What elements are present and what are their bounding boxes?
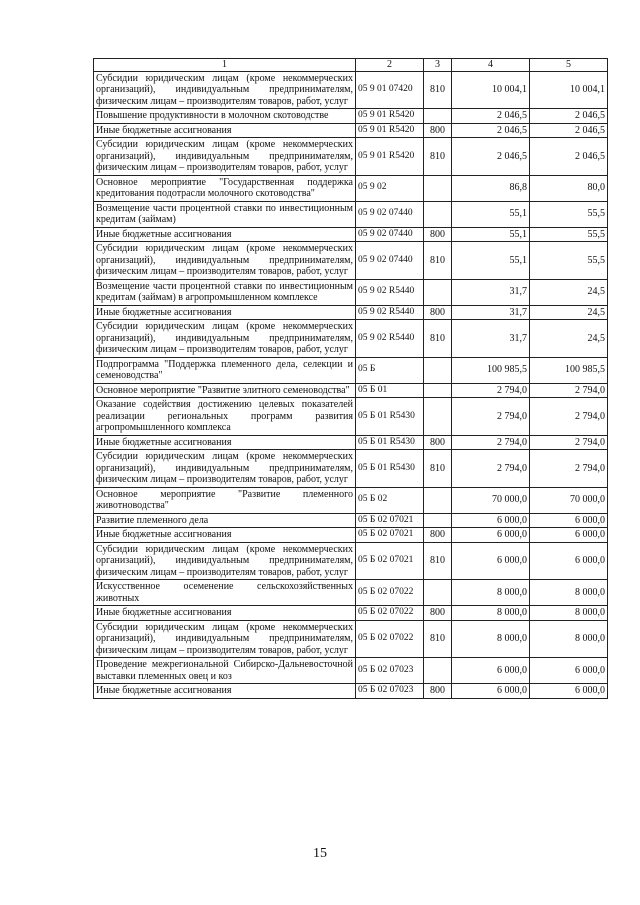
row-value-col4: 6 000,0 <box>452 542 530 580</box>
row-value-col4: 100 985,5 <box>452 357 530 383</box>
row-type-cell: 810 <box>424 542 452 580</box>
row-type-cell <box>424 279 452 305</box>
row-code-cell: 05 9 02 R5440 <box>356 320 424 358</box>
row-type-cell: 810 <box>424 450 452 488</box>
header-col-4: 4 <box>452 59 530 72</box>
row-name-cell: Субсидии юридическим лицам (кроме некоммерческих организаций), индивидуальным предпринимателям, физическим лицам – производителям товаров, работ, услуг <box>94 320 356 358</box>
row-value-col5: 6 000,0 <box>530 528 608 543</box>
row-value-col5: 2 794,0 <box>530 450 608 488</box>
header-col-2: 2 <box>356 59 424 72</box>
row-code-cell: 05 9 02 R5440 <box>356 279 424 305</box>
row-value-col5: 2 794,0 <box>530 435 608 450</box>
row-code-cell: 05 9 02 07440 <box>356 227 424 242</box>
row-code-cell: 05 Б 02 07021 <box>356 513 424 528</box>
table-row <box>94 542 608 580</box>
table-row <box>94 175 608 201</box>
row-code-cell: 05 9 01 R5420 <box>356 123 424 138</box>
table-row <box>94 580 608 606</box>
table-row <box>94 435 608 450</box>
table-header <box>94 59 608 72</box>
row-value-col4: 2 794,0 <box>452 398 530 436</box>
row-code-cell: 05 9 01 07420 <box>356 71 424 109</box>
row-name-cell: Субсидии юридическим лицам (кроме некоммерческих организаций), индивидуальным предпринимателям, физическим лицам – производителям товаров, работ, услуг <box>94 450 356 488</box>
budget-table <box>93 58 608 699</box>
row-type-cell: 800 <box>424 606 452 621</box>
row-name-cell: Субсидии юридическим лицам (кроме некоммерческих организаций), индивидуальным предпринимателям, физическим лицам – производителям товаров, работ, услуг <box>94 71 356 109</box>
row-value-col4: 2 794,0 <box>452 435 530 450</box>
row-value-col4: 55,1 <box>452 201 530 227</box>
row-value-col4: 2 046,5 <box>452 138 530 176</box>
row-code-cell: 05 9 02 R5440 <box>356 305 424 320</box>
header-row <box>94 59 608 72</box>
row-code-cell: 05 Б 01 R5430 <box>356 450 424 488</box>
row-name-cell: Подпрограмма "Поддержка племенного дела, селекции и семеноводства" <box>94 357 356 383</box>
table-row <box>94 201 608 227</box>
row-value-col5: 2 794,0 <box>530 383 608 398</box>
row-code-cell: 05 9 01 R5420 <box>356 109 424 124</box>
row-type-cell <box>424 487 452 513</box>
row-code-cell: 05 Б <box>356 357 424 383</box>
table-row <box>94 320 608 358</box>
table-row <box>94 109 608 124</box>
row-value-col4: 2 794,0 <box>452 383 530 398</box>
row-type-cell: 810 <box>424 320 452 358</box>
row-name-cell: Иные бюджетные ассигнования <box>94 227 356 242</box>
row-type-cell <box>424 658 452 684</box>
row-type-cell: 800 <box>424 684 452 699</box>
row-name-cell: Основное мероприятие "Государственная поддержка кредитования подотрасли молочного скотоводства" <box>94 175 356 201</box>
table-row <box>94 487 608 513</box>
row-value-col4: 10 004,1 <box>452 71 530 109</box>
row-name-cell: Повышение продуктивности в молочном скотоводстве <box>94 109 356 124</box>
table-row <box>94 71 608 109</box>
row-value-col5: 2 046,5 <box>530 123 608 138</box>
row-value-col4: 31,7 <box>452 279 530 305</box>
row-type-cell <box>424 175 452 201</box>
table-body <box>94 71 608 698</box>
row-code-cell: 05 9 02 07440 <box>356 201 424 227</box>
row-type-cell <box>424 201 452 227</box>
row-value-col5: 55,5 <box>530 227 608 242</box>
row-value-col5: 8 000,0 <box>530 620 608 658</box>
row-value-col5: 55,5 <box>530 201 608 227</box>
table-row <box>94 305 608 320</box>
row-type-cell: 810 <box>424 138 452 176</box>
header-col-1: 1 <box>94 59 356 72</box>
row-code-cell: 05 Б 01 R5430 <box>356 398 424 436</box>
row-type-cell <box>424 398 452 436</box>
table-row <box>94 383 608 398</box>
row-code-cell: 05 Б 02 07022 <box>356 606 424 621</box>
row-value-col4: 8 000,0 <box>452 580 530 606</box>
table-row <box>94 138 608 176</box>
row-name-cell: Основное мероприятие "Развитие элитного семеноводства" <box>94 383 356 398</box>
row-value-col4: 2 046,5 <box>452 123 530 138</box>
row-name-cell: Иные бюджетные ассигнования <box>94 305 356 320</box>
row-value-col5: 80,0 <box>530 175 608 201</box>
row-value-col4: 2 046,5 <box>452 109 530 124</box>
row-name-cell: Основное мероприятие "Развитие племенного животноводства" <box>94 487 356 513</box>
row-code-cell: 05 Б 01 R5430 <box>356 435 424 450</box>
row-name-cell: Иные бюджетные ассигнования <box>94 123 356 138</box>
row-value-col5: 8 000,0 <box>530 580 608 606</box>
row-name-cell: Возмещение части процентной ставки по инвестиционным кредитам (займам) в агропромышленном комплексе <box>94 279 356 305</box>
row-value-col4: 86,8 <box>452 175 530 201</box>
row-name-cell: Возмещение части процентной ставки по инвестиционным кредитам (займам) <box>94 201 356 227</box>
table-row <box>94 513 608 528</box>
row-name-cell: Субсидии юридическим лицам (кроме некоммерческих организаций), индивидуальным предпринимателям, физическим лицам – производителям товаров, работ, услуг <box>94 542 356 580</box>
row-type-cell <box>424 580 452 606</box>
row-value-col4: 6 000,0 <box>452 513 530 528</box>
table-row <box>94 658 608 684</box>
row-name-cell: Субсидии юридическим лицам (кроме некоммерческих организаций), индивидуальным предпринимателям, физическим лицам – производителям товаров, работ, услуг <box>94 620 356 658</box>
row-type-cell: 800 <box>424 528 452 543</box>
row-type-cell <box>424 357 452 383</box>
row-code-cell: 05 Б 02 07022 <box>356 620 424 658</box>
row-value-col4: 55,1 <box>452 242 530 280</box>
row-type-cell: 800 <box>424 123 452 138</box>
row-name-cell: Субсидии юридическим лицам (кроме некоммерческих организаций), индивидуальным предпринимателям, физическим лицам – производителям товаров, работ, услуг <box>94 242 356 280</box>
row-value-col5: 100 985,5 <box>530 357 608 383</box>
table-row <box>94 279 608 305</box>
row-type-cell: 810 <box>424 620 452 658</box>
row-value-col5: 6 000,0 <box>530 513 608 528</box>
row-value-col5: 2 046,5 <box>530 138 608 176</box>
row-code-cell: 05 Б 01 <box>356 383 424 398</box>
row-name-cell: Иные бюджетные ассигнования <box>94 684 356 699</box>
row-type-cell: 800 <box>424 227 452 242</box>
row-value-col4: 6 000,0 <box>452 684 530 699</box>
row-value-col5: 6 000,0 <box>530 542 608 580</box>
row-code-cell: 05 9 01 R5420 <box>356 138 424 176</box>
table-row <box>94 620 608 658</box>
row-value-col4: 8 000,0 <box>452 606 530 621</box>
header-col-5: 5 <box>530 59 608 72</box>
row-value-col5: 24,5 <box>530 305 608 320</box>
row-value-col4: 6 000,0 <box>452 528 530 543</box>
header-col-3: 3 <box>424 59 452 72</box>
row-value-col5: 6 000,0 <box>530 684 608 699</box>
row-code-cell: 05 Б 02 <box>356 487 424 513</box>
row-value-col5: 55,5 <box>530 242 608 280</box>
row-name-cell: Оказание содействия достижению целевых показателей реализации региональных программ развития агропромышленного комплекса <box>94 398 356 436</box>
row-value-col5: 6 000,0 <box>530 658 608 684</box>
table-row <box>94 242 608 280</box>
page-number: 15 <box>313 846 327 861</box>
row-code-cell: 05 9 02 07440 <box>356 242 424 280</box>
row-code-cell: 05 9 02 <box>356 175 424 201</box>
table-row <box>94 123 608 138</box>
row-type-cell: 810 <box>424 242 452 280</box>
row-value-col5: 24,5 <box>530 279 608 305</box>
row-code-cell: 05 Б 02 07021 <box>356 542 424 580</box>
row-value-col4: 55,1 <box>452 227 530 242</box>
row-value-col4: 31,7 <box>452 305 530 320</box>
row-name-cell: Иные бюджетные ассигнования <box>94 606 356 621</box>
row-type-cell: 810 <box>424 71 452 109</box>
row-type-cell <box>424 383 452 398</box>
row-value-col5: 2 794,0 <box>530 398 608 436</box>
row-value-col4: 8 000,0 <box>452 620 530 658</box>
row-value-col4: 2 794,0 <box>452 450 530 488</box>
row-type-cell <box>424 513 452 528</box>
row-value-col5: 70 000,0 <box>530 487 608 513</box>
row-name-cell: Иные бюджетные ассигнования <box>94 528 356 543</box>
table-row <box>94 357 608 383</box>
row-type-cell <box>424 109 452 124</box>
row-value-col5: 24,5 <box>530 320 608 358</box>
row-code-cell: 05 Б 02 07023 <box>356 658 424 684</box>
table-row <box>94 606 608 621</box>
row-type-cell: 800 <box>424 435 452 450</box>
row-value-col5: 10 004,1 <box>530 71 608 109</box>
table-row <box>94 450 608 488</box>
row-name-cell: Развитие племенного дела <box>94 513 356 528</box>
row-code-cell: 05 Б 02 07023 <box>356 684 424 699</box>
row-name-cell: Иные бюджетные ассигнования <box>94 435 356 450</box>
row-value-col4: 31,7 <box>452 320 530 358</box>
table-row <box>94 227 608 242</box>
row-name-cell: Искусственное осеменение сельскохозяйственных животных <box>94 580 356 606</box>
row-code-cell: 05 Б 02 07021 <box>356 528 424 543</box>
table-row <box>94 684 608 699</box>
row-code-cell: 05 Б 02 07022 <box>356 580 424 606</box>
row-value-col5: 8 000,0 <box>530 606 608 621</box>
row-name-cell: Проведение межрегиональной Сибирско-Дальневосточной выставки племенных овец и коз <box>94 658 356 684</box>
table-row <box>94 398 608 436</box>
table-row <box>94 528 608 543</box>
row-type-cell: 800 <box>424 305 452 320</box>
row-value-col4: 6 000,0 <box>452 658 530 684</box>
row-name-cell: Субсидии юридическим лицам (кроме некоммерческих организаций), индивидуальным предпринимателям, физическим лицам – производителям товаров, работ, услуг <box>94 138 356 176</box>
row-value-col5: 2 046,5 <box>530 109 608 124</box>
row-value-col4: 70 000,0 <box>452 487 530 513</box>
